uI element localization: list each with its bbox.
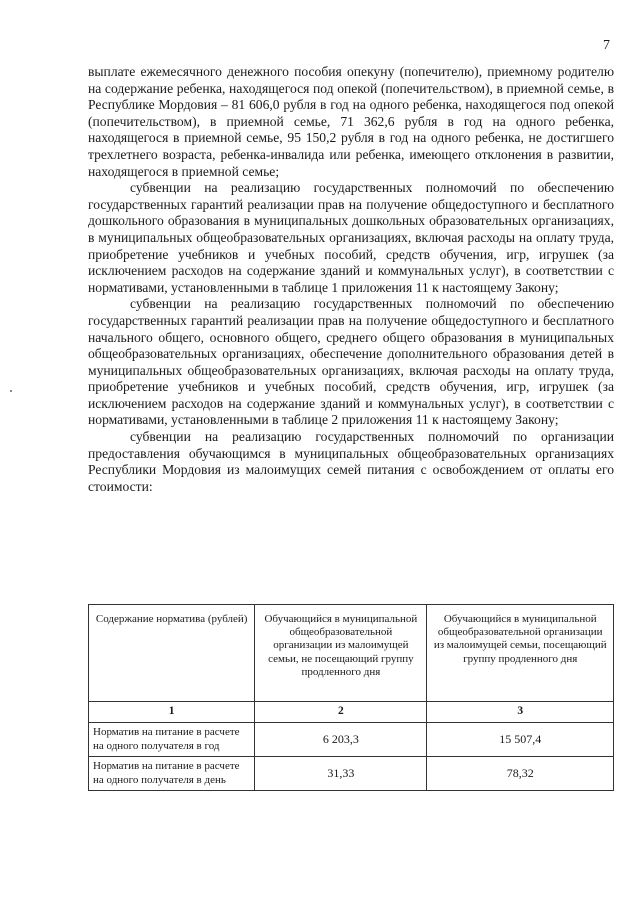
column-number: 3 [427, 702, 614, 723]
table-cell-value: 78,32 [427, 757, 614, 791]
table-cell-value: 6 203,3 [255, 723, 427, 757]
page-number: 7 [603, 38, 610, 53]
paragraph-meals-subvention: субвенции на реализацию государственных полномочий по организации предоставления обучающимся в муниципальных общеобразовательных организациях Республики Мордовия из малоимущих семей питания с освобождением от оплаты его стоимости: [88, 429, 614, 494]
scan-speck [10, 390, 12, 392]
table-header-cell: Содержание норматива (рублей) [89, 605, 255, 702]
table-row [89, 723, 614, 757]
table-header-row [89, 605, 614, 702]
column-number: 2 [255, 702, 427, 723]
table-cell-label: Норматив на питание в расчете на одного получателя в день [89, 757, 255, 791]
table-header-cell: Обучающийся в муниципальной общеобразовательной организации из малоимущей семьи, посещающий группу продленного дня [427, 605, 614, 702]
table-header-cell: Обучающийся в муниципальной общеобразовательной организации из малоимущей семьи, не посещающий группу продленного дня [255, 605, 427, 702]
paragraph-preschool-subvention: субвенции на реализацию государственных полномочий по обеспечению государственных гарантий реализации прав на получение общедоступного и бесплатного дошкольного образования в муниципальных дошкольных образовательных организациях, в муниципальных общеобразовательных организациях, включая расходы на оплату труда, приобретение учебников и учебных пособий, средств обучения, игр, игрушек (за исключением расходов на содержание зданий и коммунальных услуг), в соответствии с нормативами, установленными в таблице 1 приложения 11 к настоящему Закону; [88, 180, 614, 295]
body-text [88, 64, 614, 495]
paragraph-continuation: выплате ежемесячного денежного пособия опекуну (попечителю), приемному родителю на содержание ребенка, находящегося под опекой (попечительством), в приемной семье, в Республике Мордовия – 81 606,0 рубля в год на одного ребенка, находящегося под опекой (попечительством), в приемной семье, 71 362,6 рубля в год на одного ребенка, находящегося в приемной семье, 95 150,2 рубля в год на одного ребенка, не достигшего трехлетнего возраста, ребенка-инвалида или ребенка, имеющего отклонения в развитии, находящегося в приемной семье; [88, 64, 614, 179]
table-cell-value: 15 507,4 [427, 723, 614, 757]
column-number: 1 [89, 702, 255, 723]
paragraph-school-subvention: субвенции на реализацию государственных полномочий по обеспечению государственных гарантий реализации прав на получение общедоступного и бесплатного начального общего, основного общего, среднего общего образования в муниципальных общеобразовательных организациях, обеспечение дополнительного образования детей в муниципальных общеобразовательных организациях, включая расходы на оплату труда, приобретение учебников и учебных пособий, средств обучения, игр, игрушек (за исключением расходов на содержание зданий и коммунальных услуг), в соответствии с нормативами, установленными в таблице 2 приложения 11 к настоящему Закону; [88, 296, 614, 428]
norms-table [88, 604, 614, 791]
table-cell-value: 31,33 [255, 757, 427, 791]
table-column-number-row [89, 702, 614, 723]
table-cell-label: Норматив на питание в расчете на одного получателя в год [89, 723, 255, 757]
table-row [89, 757, 614, 791]
